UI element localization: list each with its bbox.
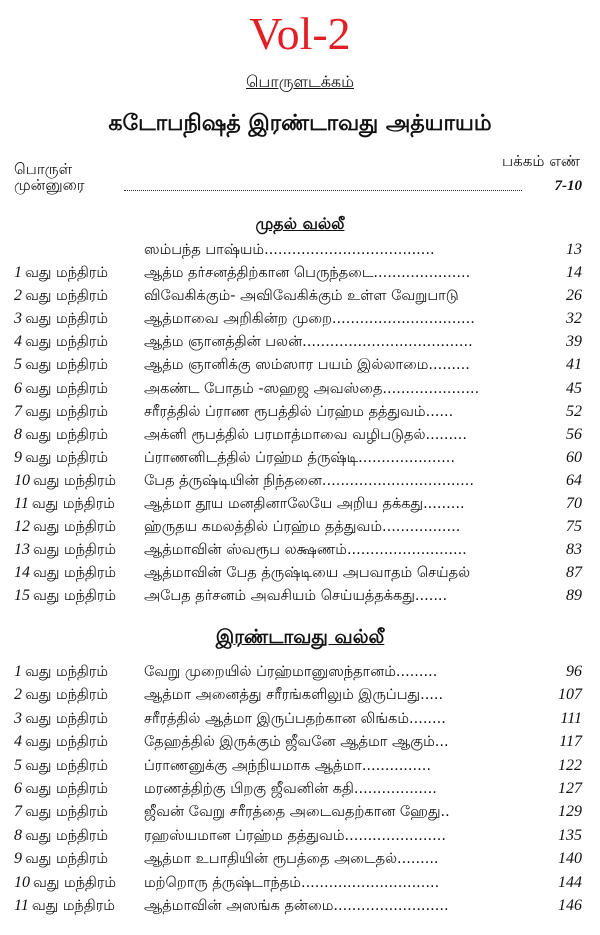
toc-page: 122: [558, 756, 582, 774]
mantra-number: 11: [14, 495, 29, 512]
column-subject-header: பொருள்: [14, 160, 73, 178]
toc-page: 70: [566, 495, 582, 512]
toc-page: 111: [560, 709, 582, 727]
mantra-number: 13: [14, 541, 30, 559]
section-2-title: இரண்டாவது வல்லீ: [215, 626, 385, 648]
prelude-row: [14, 240, 582, 264]
toc-topic: ஜீவன் வேறு சரீரத்தை அடைவதற்கான ஹேது..: [144, 804, 450, 821]
mantra-number: 3: [14, 709, 22, 727]
toc-page: 39: [566, 333, 582, 351]
toc-row: [14, 517, 582, 541]
toc-page: 140: [558, 850, 582, 868]
prelude-topic: ஸம்பந்த பாஷ்யம்.....................................: [144, 242, 435, 258]
mantra-number: 6: [14, 780, 22, 797]
toc-row: [14, 709, 582, 733]
toc-topic: ஆத்மாவின் ஸ்வரூப லக்ஷணம்..........................: [144, 542, 467, 559]
mantra-number: 5: [14, 756, 22, 774]
toc-page: 87: [566, 564, 582, 582]
toc-page: 89: [566, 587, 582, 605]
mantra-label: வது மந்திரம்: [25, 710, 109, 727]
mantra-label: வது மந்திரம்: [25, 311, 109, 328]
mantra-number: 2: [14, 686, 22, 704]
toc-row: [14, 494, 582, 518]
mantra-number: 3: [14, 310, 22, 328]
mantra-number: 9: [14, 448, 22, 466]
toc-row: [14, 379, 582, 403]
intro-page: 7-10: [554, 178, 582, 194]
toc-topic: பேத த்ருஷ்டியின் நிந்தனை.................................: [144, 472, 474, 489]
mantra-number: 12: [14, 518, 30, 536]
toc-page: 75: [566, 518, 582, 536]
toc-row: [14, 849, 582, 873]
intro-label: முன்னுரை: [14, 176, 85, 194]
toc-page: 135: [558, 826, 582, 844]
mantra-label: வது மந்திரம்: [33, 519, 117, 536]
mantra-label: வது மந்திரம்: [25, 288, 109, 305]
toc-page: 96: [566, 663, 582, 680]
intro-leader: [124, 180, 522, 191]
mantra-label: வது மந்திரம்: [25, 757, 109, 774]
mantra-label: வது மந்திரம்: [25, 687, 109, 704]
toc-row: [14, 586, 582, 610]
toc-row: [14, 873, 582, 897]
volume-label: Vol-2: [249, 8, 351, 59]
toc-row: [14, 402, 582, 426]
toc-topic: ஆத்ம தர்சனத்திற்கான பெருந்தடை.....................: [144, 265, 471, 281]
toc-row: [14, 826, 582, 850]
toc-page: 14: [566, 264, 582, 281]
mantra-number: 9: [14, 850, 22, 868]
mantra-number: 2: [14, 287, 22, 305]
toc-row: [14, 355, 582, 379]
toc-row: [14, 471, 582, 495]
mantra-number: 15: [14, 587, 30, 605]
mantra-number: 4: [14, 333, 22, 351]
toc-page: 60: [566, 448, 582, 466]
toc-topic: அகண்ட போதம் -ஸஹஜ அவஸ்தை.....................: [144, 380, 480, 397]
mantra-number: 10: [14, 471, 30, 489]
toc-topic: சரீரத்தில் ப்ராண ரூபத்தில் ப்ரஹ்ம தத்துவம்......: [144, 403, 454, 420]
toc-row: [14, 263, 582, 287]
toc-topic: வேறு முறையில் ப்ரஹ்மானுஸந்தானம்.........: [144, 664, 438, 680]
toc-topic: ஆத்ம ஞானத்தின் பலன்.....................................: [144, 334, 473, 351]
mantra-label: வது மந்திரம்: [25, 827, 109, 844]
mantra-label: வது மந்திரம்: [25, 851, 109, 868]
toc-page: 129: [558, 803, 582, 821]
mantra-label: வது மந்திரம்: [33, 874, 117, 891]
toc-page: 56: [566, 425, 582, 443]
toc-row: [14, 896, 582, 920]
toc-topic: ரஹஸ்யமான ப்ரஹ்ம தத்துவம்......................: [144, 827, 446, 844]
toc-page: 26: [566, 287, 582, 305]
toc-row: [14, 540, 582, 564]
mantra-number: 8: [14, 826, 22, 844]
toc-topic: ப்ராணனிடத்தில் ப்ரஹ்ம த்ருஷ்டி.....................: [144, 449, 455, 466]
column-page-header: பக்கம் எண்: [502, 152, 580, 170]
mantra-number: 8: [14, 425, 22, 443]
toc-topic: மரணத்திற்கு பிறகு ஜீவனின் கதி..................: [144, 781, 437, 797]
toc-topic: அபேத தர்சனம் அவசியம் செய்யத்தக்கது.......: [144, 588, 448, 605]
mantra-number: 6: [14, 379, 22, 397]
mantra-label: வது மந்திரம்: [25, 734, 109, 751]
mantra-number: 14: [14, 564, 30, 582]
toc-row: [14, 779, 582, 803]
mantra-label: வது மந்திரம்: [25, 334, 109, 351]
mantra-label: வது மந்திரம்: [33, 542, 117, 559]
toc-page: 107: [558, 686, 582, 704]
mantra-label: வது மந்திரம்: [25, 804, 109, 821]
book-title: கடோபநிஷத் இரண்டாவது அத்யாயம்: [108, 111, 492, 136]
toc-page: 127: [558, 780, 582, 797]
mantra-label: வது மந்திரம்: [25, 426, 109, 443]
toc-row: [14, 563, 582, 587]
mantra-number: 5: [14, 356, 22, 374]
section-1-title: முதல் வல்லீ: [255, 214, 345, 233]
mantra-label: வது மந்திரம்: [25, 380, 109, 397]
toc-topic: அக்னி ரூபத்தில் பரமாத்மாவை வழிபடுதல்.........: [144, 426, 467, 443]
toc-topic: ப்ராணனுக்கு அந்நியமாக ஆத்மா...............: [144, 757, 431, 774]
toc-topic: ஆத்மாவின் அஸங்க தன்மை.........................: [144, 898, 449, 914]
mantra-label: வது மந்திரம்: [33, 472, 117, 489]
toc-page: 64: [566, 471, 582, 489]
toc-page: 45: [566, 379, 582, 397]
toc-page: 52: [566, 402, 582, 420]
intro-row: [14, 176, 582, 198]
toc-page: 144: [558, 873, 582, 891]
toc-page: 41: [566, 356, 582, 374]
toc-topic: ஆத்மா தூய மனதினாலேயே அறிய தக்கது.........: [144, 496, 465, 512]
toc-page: 117: [559, 733, 582, 751]
toc-page: 146: [558, 897, 582, 914]
toc-page: 32: [566, 310, 582, 328]
prelude-page: 13: [566, 241, 582, 258]
mantra-label: வது மந்திரம்: [25, 357, 109, 374]
mantra-label: வது மந்திரம்: [31, 898, 115, 914]
mantra-number: 10: [14, 873, 30, 891]
mantra-number: 7: [14, 402, 22, 420]
toc-row: [14, 448, 582, 472]
mantra-label: வது மந்திரம்: [33, 565, 117, 582]
toc-row: [14, 332, 582, 356]
toc-row: [14, 802, 582, 826]
mantra-label: வது மந்திரம்: [25, 664, 109, 680]
toc-topic: ஆத்மா உபாதியின் ரூபத்தை அடைதல்.........: [144, 851, 439, 868]
toc-topic: ஆத்ம ஞானிக்கு ஸம்ஸார பயம் இல்லாமை.........: [144, 357, 470, 374]
toc-row: [14, 286, 582, 310]
toc-topic: ஆத்மா அனைத்து சரீரங்களிலும் இருப்பது.....: [144, 687, 444, 704]
mantra-label: வது மந்திரம்: [31, 496, 115, 512]
mantra-number: 4: [14, 733, 22, 751]
mantra-label: வது மந்திரம்: [25, 403, 109, 420]
toc-row: [14, 732, 582, 756]
mantra-label: வது மந்திரம்: [25, 781, 109, 797]
mantra-number: 7: [14, 803, 22, 821]
toc-topic: தேஹத்தில் இருக்கும் ஜீவனே ஆத்மா ஆகும்...: [144, 734, 449, 751]
toc-page: 83: [566, 541, 582, 559]
toc-topic: விவேகிக்கும்- அவிவேகிக்கும் உள்ள வேறுபாடு: [144, 288, 459, 305]
toc-row: [14, 685, 582, 709]
contents-title: பொருளடக்கம்: [245, 72, 355, 91]
toc-topic: மற்றொரு த்ருஷ்டாந்தம்..............................: [144, 874, 440, 891]
mantra-number: 11: [14, 897, 29, 914]
toc-row: [14, 662, 582, 686]
toc-topic: ஆத்மாவின் பேத த்ருஷ்டியை அபவாதம் செய்தல்: [144, 565, 471, 582]
toc-row: [14, 309, 582, 333]
toc-topic: ஆத்மாவை அறிகின்ற முறை...............................: [144, 311, 475, 328]
mantra-number: 1: [14, 663, 22, 680]
toc-row: [14, 756, 582, 780]
toc-topic: ஹ்ருதய கமலத்தில் ப்ரஹ்ம தத்துவம்.................: [144, 519, 461, 536]
mantra-label: வது மந்திரம்: [25, 265, 109, 281]
mantra-number: 1: [14, 264, 22, 281]
toc-topic: சரீரத்தில் ஆத்மா இருப்பதற்கான லிங்கம்........: [144, 710, 446, 727]
mantra-label: வது மந்திரம்: [25, 449, 109, 466]
toc-row: [14, 425, 582, 449]
mantra-label: வது மந்திரம்: [33, 588, 117, 605]
